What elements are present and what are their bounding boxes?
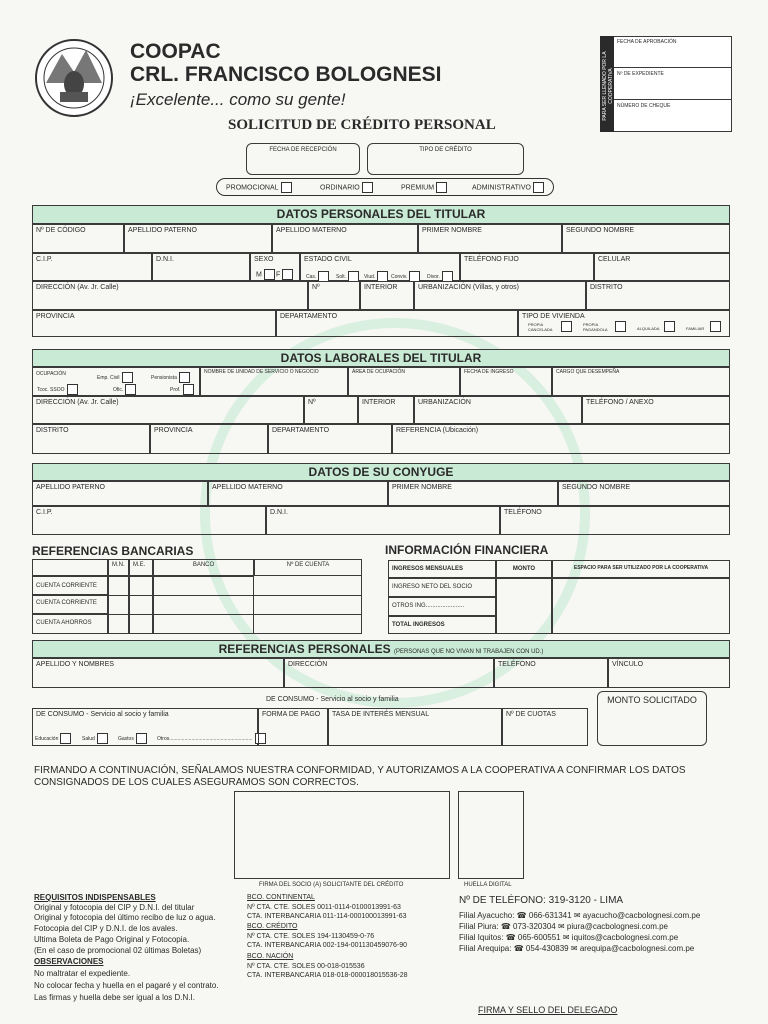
financiera-h-ingresos: INGRESOS MENSUALES [388, 560, 496, 578]
area-ocupacion-field[interactable]: ÁREA DE OCUPACIÓN [348, 367, 460, 396]
ocupacion-field: OCUPACIÓN [32, 367, 200, 396]
logo [34, 38, 114, 118]
banco-continental-cta: Nº CTA. CTE. SOLES 0011-0114-0100013991-63 [247, 904, 401, 911]
cargo-field[interactable]: CARGO QUE DESEMPEÑA [552, 367, 730, 396]
mail-icon: ✉ [573, 911, 581, 920]
numero-expediente[interactable]: Nº DE EXPEDIENTE [614, 68, 732, 100]
bancarias-h-banco: BANCO [153, 559, 254, 576]
laboral-urbanizacion-field[interactable]: URBANIZACIÓN [414, 396, 582, 424]
mail-icon: ✉ [557, 922, 565, 931]
bancarias-title: REFERENCIAS BANCARIAS [32, 544, 194, 558]
dni-field[interactable]: D.N.I. [152, 253, 250, 281]
observacion-1: No maltratar el expediente. [34, 969, 131, 978]
urbanizacion-field[interactable]: URBANIZACIÓN (Villas, y otros) [414, 281, 586, 310]
vivienda-propia-cancelada: PROPIA CANCELADA [528, 322, 553, 332]
telefono-fijo-field[interactable]: TELÉFONO FIJO [460, 253, 594, 281]
bancarias-grid-me[interactable] [129, 576, 153, 634]
segundo-nombre-field[interactable]: SEGUNDO NOMBRE [562, 224, 730, 253]
celular-field[interactable]: CELULAR [594, 253, 730, 281]
financiera-espacio-col[interactable] [552, 578, 730, 634]
requisito-2: Original y fotocopia del último recibo de luz o agua. [34, 913, 216, 922]
numero-cheque[interactable]: NÚMERO DE CHEQUE [617, 103, 671, 109]
direccion-field[interactable]: DIRECCIÓN (Av. Jr. Calle) [32, 281, 308, 310]
sexo-m[interactable]: M [256, 269, 275, 280]
financiera-h-espacio: ESPACIO PARA SER UTILIZADO POR LA COOPERATIVA [552, 560, 730, 578]
distrito-field[interactable]: DISTRITO [586, 281, 730, 310]
observacion-2: No colocar fecha y huella en el pagaré y el contrato. [34, 981, 219, 990]
declaration-text: FIRMANDO A CONTINUACIÓN, SEÑALAMOS NUESTRA CONFORMIDAD, Y AUTORIZAMOS A LA COOPERATIVA A CONFIRMAR LOS DATOS CONSIGNADOS DE LOS CUALES ASEGURAMOS SON CORRECTOS. [34, 765, 686, 788]
bancarias-divider-1 [32, 595, 362, 596]
sexo-f[interactable]: F [276, 269, 293, 280]
fecha-aprobacion[interactable]: FECHA DE APROBACIÓN [614, 36, 732, 68]
huella-digital-label: HUELLA DIGITAL [464, 882, 512, 888]
numero-field[interactable]: Nº [308, 281, 360, 310]
apellido-paterno-field[interactable]: APELLIDO PATERNO [124, 224, 272, 253]
otros-ingresos-row[interactable]: OTROS ING....................... [388, 597, 496, 616]
estado-civil-field: ESTADO CIVIL [300, 253, 460, 281]
vivienda-alquilada: ALQUILADA [637, 326, 660, 331]
phone-icon: ☎ [505, 933, 516, 942]
banco-credito-cta: Nº CTA. CTE. SOLES 194-1130459-0-76 [247, 933, 375, 940]
laboral-distrito-field[interactable]: DISTRITO [32, 424, 150, 454]
bancarias-h-cuenta: Nº DE CUENTA [254, 559, 362, 576]
laboral-departamento-field[interactable]: DEPARTAMENTO [268, 424, 392, 454]
bancarias-grid-banco[interactable] [153, 576, 254, 634]
filial-iquitos: Filial Iquitos: ☎ 065-600551 ✉ iquitos@cacbolognesi.com.pe [459, 933, 679, 942]
filial-ayacucho: Filial Ayacucho: ☎ 066-631341 ✉ ayacucho@cacbolognesi.com.pe [459, 911, 701, 920]
departamento-field[interactable]: DEPARTAMENTO [276, 310, 518, 337]
bancarias-divider-2 [32, 614, 362, 615]
requisito-5: (En el caso de promocional 02 últimas Boletas) [34, 946, 202, 955]
phone-icon: ☎ [500, 922, 511, 931]
brand-slogan: ¡Excelente... como su gente! [130, 90, 346, 109]
vivienda-propia-pagandola-check[interactable] [615, 321, 626, 332]
banco-continental: BCO. CONTINENTAL [247, 894, 315, 901]
consumo-educacion[interactable]: Educación [35, 733, 71, 744]
monto-solicitado-field[interactable]: MONTO SOLICITADO [597, 691, 707, 746]
occ-emp-civil[interactable]: Emp. Civil [97, 372, 133, 383]
ref-direccion[interactable]: DIRECCIÓN [284, 658, 494, 688]
bancarias-h-me: M.E. [129, 559, 153, 576]
forma-pago-field[interactable]: FORMA DE PAGO [258, 708, 328, 746]
telefono-lima: Nº DE TELÉFONO: 319-3120 - LIMA [459, 895, 624, 906]
coop-panel-vertical-label: PARA SER LLENADO POR LA COOPERATIVA [602, 51, 614, 121]
fecha-recepcion-field[interactable]: FECHA DE RECEPCIÓN [246, 143, 360, 175]
laboral-telefono-field[interactable]: TELÉFONO / ANEXO [582, 396, 730, 424]
civil-viud[interactable]: Viud. [364, 271, 388, 282]
interior-field[interactable]: INTERIOR [360, 281, 414, 310]
laboral-provincia-field[interactable]: PROVINCIA [150, 424, 268, 454]
requisito-1: Original y fotocopia del CIP y D.N.I. del titular [34, 903, 195, 912]
credit-type-premium[interactable]: PREMIUM [401, 182, 447, 193]
vivienda-propia-pagandola: PROPIA PAGANDOLA [583, 322, 608, 332]
requisito-3: Fotocopia del CIP y D.N.I. de los avales. [34, 924, 178, 933]
ref-apellido-nombres[interactable]: APELLIDO Y NOMBRES [32, 658, 284, 688]
vivienda-alquilada-check[interactable] [664, 321, 675, 332]
financiera-title: INFORMACIÓN FINANCIERA [385, 543, 549, 557]
occ-tcoc-ssoo[interactable]: Tcoc. SSOO [37, 384, 78, 395]
conyuge-apellido-paterno[interactable]: APELLIDO PATERNO [32, 481, 208, 506]
civil-conviv[interactable]: Conviv. [391, 271, 420, 282]
firma-socio-label: FIRMA DEL SOCIO (A) SOLICITANTE DEL CRÉDITO [259, 882, 404, 888]
numero-cuotas-field[interactable]: Nº DE CUOTAS [502, 708, 588, 746]
cip-field[interactable]: C.I.P. [32, 253, 152, 281]
mail-icon: ✉ [562, 933, 570, 942]
tipo-credito-field[interactable]: TIPO DE CRÉDITO [367, 143, 524, 175]
form-title: SOLICITUD DE CRÉDITO PERSONAL [228, 117, 496, 133]
consumo-salud[interactable]: Salud [82, 733, 108, 744]
consumo-label-top: DE CONSUMO - Servicio al socio y familia [266, 696, 399, 703]
conyuge-segundo-nombre[interactable]: SEGUNDO NOMBRE [558, 481, 730, 506]
consumo-tipo: DE CONSUMO - Servicio al socio y familia [32, 708, 258, 746]
bancarias-h-mn: M.N. [108, 559, 129, 576]
sexo-field: SEXO [250, 253, 300, 281]
occ-prof[interactable]: Prof. [170, 384, 194, 395]
ref-vinculo[interactable]: VÍNCULO [608, 658, 730, 688]
conyuge-primer-nombre[interactable]: PRIMER NOMBRE [388, 481, 558, 506]
banco-nacion-cta: Nº CTA. CTE. SOLES 00-018-015536 [247, 963, 365, 970]
phone-icon: ☎ [513, 944, 524, 953]
vivienda-familiar: FAMILIAR [686, 326, 705, 331]
conyuge-dni[interactable]: D.N.I. [266, 506, 500, 535]
occ-ofic[interactable]: Ofic. [113, 384, 136, 395]
personal-header: DATOS PERSONALES DEL TITULAR [32, 205, 730, 224]
filial-piura: Filial Piura: ☎ 073-320304 ✉ piura@cacbolognesi.com.pe [459, 922, 668, 931]
banco-credito-cci: CTA. INTERBANCARIA 002-194-001130459076-90 [247, 942, 408, 949]
financiera-monto-col[interactable] [496, 578, 552, 634]
conyuge-apellido-materno[interactable]: APELLIDO MATERNO [208, 481, 388, 506]
banco-credito: BCO. CRÉDITO [247, 923, 298, 930]
banco-continental-cci: CTA. INTERBANCARIA 011-114-000100013991-63 [247, 913, 407, 920]
phone-icon: ☎ [516, 911, 527, 920]
total-ingresos-row[interactable]: TOTAL INGRESOS [388, 616, 496, 634]
brand-line2: CRL. FRANCISCO BOLOGNESI [130, 63, 442, 86]
banco-nacion-cci: CTA. INTERBANCARIA 018-018-000018015536-28 [247, 972, 408, 979]
huella-digital-box[interactable] [458, 791, 524, 879]
firma-socio-box[interactable] [234, 791, 450, 879]
unidad-servicio-field[interactable]: NOMBRE DE UNIDAD DE SERVICIO O NEGOCIO [200, 367, 348, 396]
occ-pensionista[interactable]: Pensionista [151, 372, 190, 383]
mail-icon: ✉ [570, 944, 578, 953]
bancarias-row-3: CUENTA AHORROS [32, 614, 108, 634]
credit-type-promocional[interactable]: PROMOCIONAL [226, 182, 292, 193]
tipo-vivienda-field: TIPO DE VIVIENDA [518, 310, 730, 337]
conyuge-telefono[interactable]: TELÉFONO [500, 506, 730, 535]
conyuge-cip[interactable]: C.I.P. [32, 506, 266, 535]
observaciones-title: OBSERVACIONES [34, 957, 104, 966]
conyuge-header: DATOS DE SU CONYUGE [32, 463, 730, 481]
bancarias-row-1: CUENTA CORRIENTE [32, 576, 108, 595]
vivienda-propia-cancelada-check[interactable] [561, 321, 572, 332]
credit-type-administrativo[interactable]: ADMINISTRATIVO [472, 182, 544, 193]
filial-arequipa: Filial Arequipa: ☎ 054-430839 ✉ arequipa@cacbolognesi.com.pe [459, 944, 695, 953]
primer-nombre-field[interactable]: PRIMER NOMBRE [418, 224, 562, 253]
financiera-h-monto: MONTO [496, 560, 552, 578]
firma-delegado-label: FIRMA Y SELLO DEL DELEGADO [478, 1005, 618, 1015]
laboral-numero-field[interactable]: Nº [304, 396, 358, 424]
banco-nacion: BCO. NACIÓN [247, 953, 294, 960]
fecha-ingreso-field[interactable]: FECHA DE INGRESO [460, 367, 552, 396]
laboral-header: DATOS LABORALES DEL TITULAR [32, 349, 730, 367]
consumo-gastos[interactable]: Gastos [118, 733, 147, 744]
ref-telefono[interactable]: TELÉFONO [494, 658, 608, 688]
civil-solt[interactable]: Solt. [336, 271, 359, 282]
civil-divor[interactable]: Divor. [427, 271, 453, 282]
codigo-field[interactable]: Nº DE CÓDIGO [32, 224, 124, 253]
brand-line1: COOPAC [130, 40, 221, 63]
requisito-4: Ultima Boleta de Pago Original y Fotocopia. [34, 935, 190, 944]
apellido-materno-field[interactable]: APELLIDO MATERNO [272, 224, 418, 253]
vivienda-familiar-check[interactable] [710, 321, 721, 332]
tasa-interes-field[interactable]: TASA DE INTERÉS MENSUAL [328, 708, 502, 746]
civil-cas[interactable]: Cas. [306, 271, 329, 282]
referencia-field[interactable]: REFERENCIA (Ubicación) [392, 424, 730, 454]
bancarias-grid-mn[interactable] [108, 576, 129, 634]
credit-type-ordinario[interactable]: ORDINARIO [320, 182, 373, 193]
laboral-direccion-field[interactable]: DIRECCIÓN (Av. Jr. Calle) [32, 396, 304, 424]
consumo-otros[interactable]: Otros............................................................ [157, 733, 266, 744]
laboral-interior-field[interactable]: INTERIOR [358, 396, 414, 424]
observacion-3: Las firmas y huella debe ser igual a los D.N.I. [34, 993, 195, 1002]
bancarias-row-2: CUENTA CORRIENTE [32, 595, 108, 614]
requisitos-title: REQUISITOS INDISPENSABLES [34, 893, 156, 902]
ingreso-neto-row[interactable]: INGRESO NETO DEL SOCIO [388, 578, 496, 597]
provincia-field[interactable]: PROVINCIA [32, 310, 276, 337]
bancarias-h-blank [32, 559, 108, 576]
personales-header: REFERENCIAS PERSONALES (PERSONAS QUE NO VIVAN NI TRABAJEN CON UD.) [32, 640, 730, 658]
